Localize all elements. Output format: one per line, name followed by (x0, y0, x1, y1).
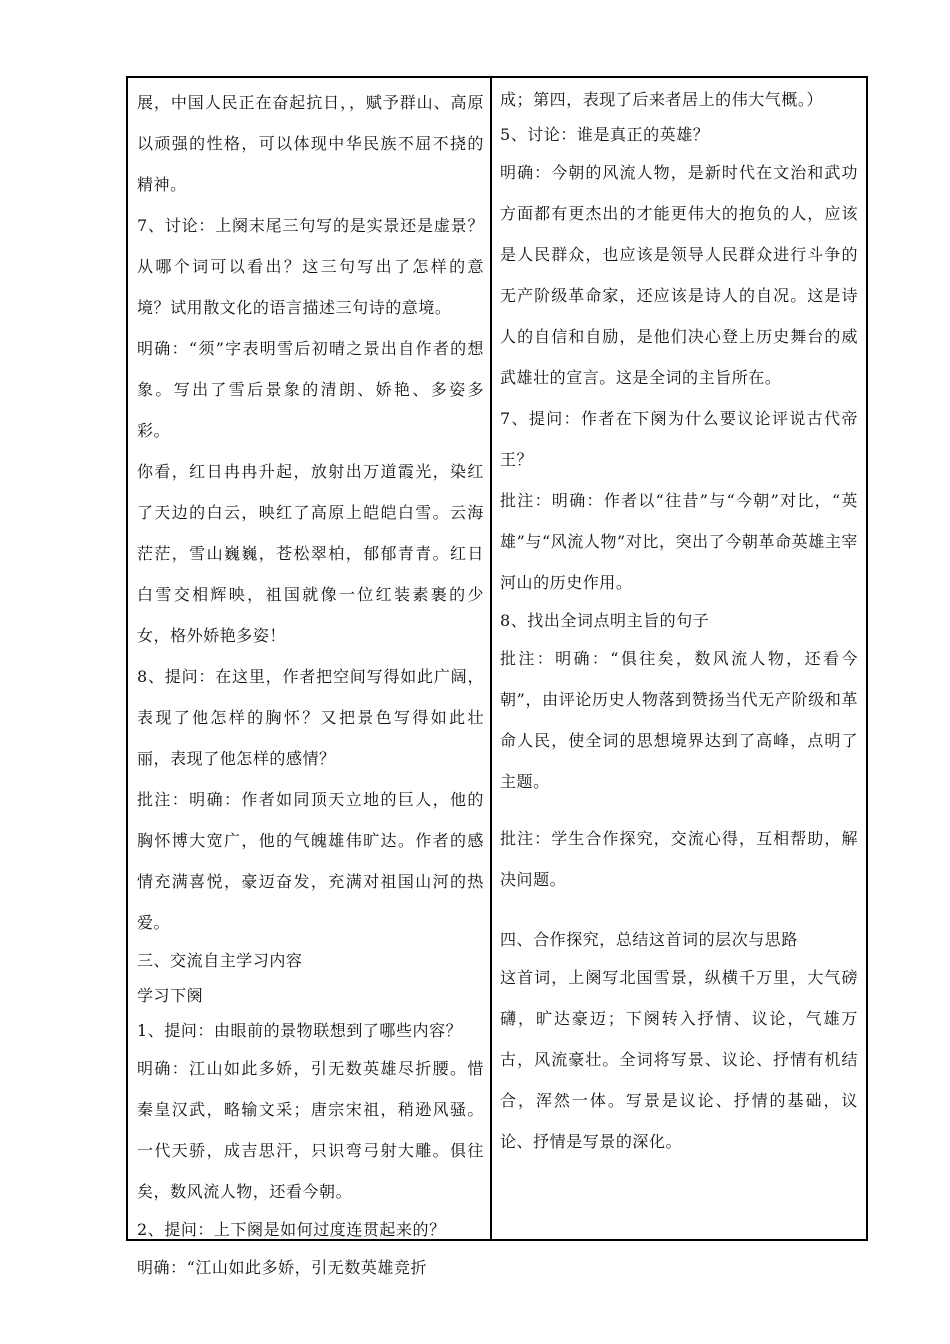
left-column (128, 78, 492, 1277)
lesson-table (126, 76, 868, 1277)
paragraph: 批注：明确：“俱往矣，数风流人物，还看今朝”，由评论历史人物落到赞扬当代无产阶级和革命人民，使全词的思想境界达到了高峰，点明了主题。 (500, 649, 858, 791)
paragraph: 批注：明确：作者如同顶天立地的巨人，他的胸怀博大宽广，他的气魄雄伟旷达。作者的感情充满喜悦，豪迈奋发，充满对祖国山河的热爱。 (137, 790, 484, 932)
question: 7、提问：作者在下阕为什么要议论评说古代帝王？ (500, 409, 858, 469)
section-heading: 四、合作探究，总结这首词的层次与思路 (500, 930, 798, 949)
paragraph: 批注：明确：作者以“往昔”与“今朝”对比，“英雄”与“风流人物”对比，突出了今朝革命英雄主宰河山的历史作用。 (500, 491, 858, 592)
paragraph: 明确：今朝的风流人物，是新时代在文治和武功方面都有更杰出的才能更伟大的抱负的人，应该是人民群众，也应该是领导人民群众进行斗争的无产阶级革命家，还应该是诗人的自况。这是诗人的自信和自励，是他们决心登上历史舞台的威武雄壮的宣言。这是全词的主旨所在。 (500, 163, 858, 387)
spacer (500, 802, 858, 818)
paragraph: 明确：江山如此多娇，引无数英雄尽折腰。惜秦皇汉武，略输文采；唐宗宋祖，稍逊风骚。一代天骄，成吉思汗，只识弯弓射大雕。俱往矣，数风流人物，还看今朝。 (137, 1059, 484, 1201)
right-column (492, 78, 866, 1239)
paragraph: 你看，红日冉冉升起，放射出万道霞光，染红了天边的白云，映红了高原上皑皑白雪。云海茫茫，雪山巍巍，苍松翠柏，郁郁青青。红日白雪交相辉映，祖国就像一位红装素裹的少女，格外娇艳多姿！ (137, 462, 484, 645)
paragraph: 批注：学生合作探究，交流心得，互相帮助，解决问题。 (500, 829, 858, 889)
question: 1、提问：由眼前的景物联想到了哪些内容？ (137, 1021, 463, 1040)
paragraph: 成；第四，表现了后来者居上的伟大气概。） (500, 90, 824, 109)
paragraph: 8、提问：在这里，作者把空间写得如此广阔，表现了他怎样的胸怀？又把景色写得如此壮丽，表现了他怎样的感情？ (137, 667, 484, 768)
paragraph: 这首词，上阕写北国雪景，纵横千万里，大气磅礴，旷达豪迈；下阕转入抒情、议论，气雄万古，风流豪壮。全词将写景、议论、抒情有机结合，浑然一体。写景是议论、抒情的基础，议论、抒情是写景的深化。 (500, 968, 858, 1151)
question: 2、提问：上下阕是如何过度连贯起来的？ (137, 1220, 446, 1239)
spacer (500, 900, 858, 922)
paragraph: 明确：“须”字表明雪后初晴之景出自作者的想象。写出了雪后景象的清朗、娇艳、多姿多彩。 (137, 339, 484, 440)
question: 5、讨论：谁是真正的英雄？ (500, 125, 710, 144)
paragraph: 明确：“江山如此多娇，引无数英雄竞折 (137, 1258, 428, 1277)
subsection-heading: 学习下阕 (137, 986, 204, 1005)
question: 8、找出全词点明主旨的句子 (500, 611, 710, 630)
paragraph: 7、讨论：上阕末尾三句写的是实景还是虚景？从哪个词可以看出？这三句写出了怎样的意境？试用散文化的语言描述三句诗的意境。 (137, 216, 484, 317)
paragraph: 展，中国人民正在奋起抗日，，赋予群山、高原以顽强的性格，可以体现中华民族不屈不挠的精神。 (137, 93, 484, 194)
section-heading: 三、交流自主学习内容 (137, 951, 303, 970)
